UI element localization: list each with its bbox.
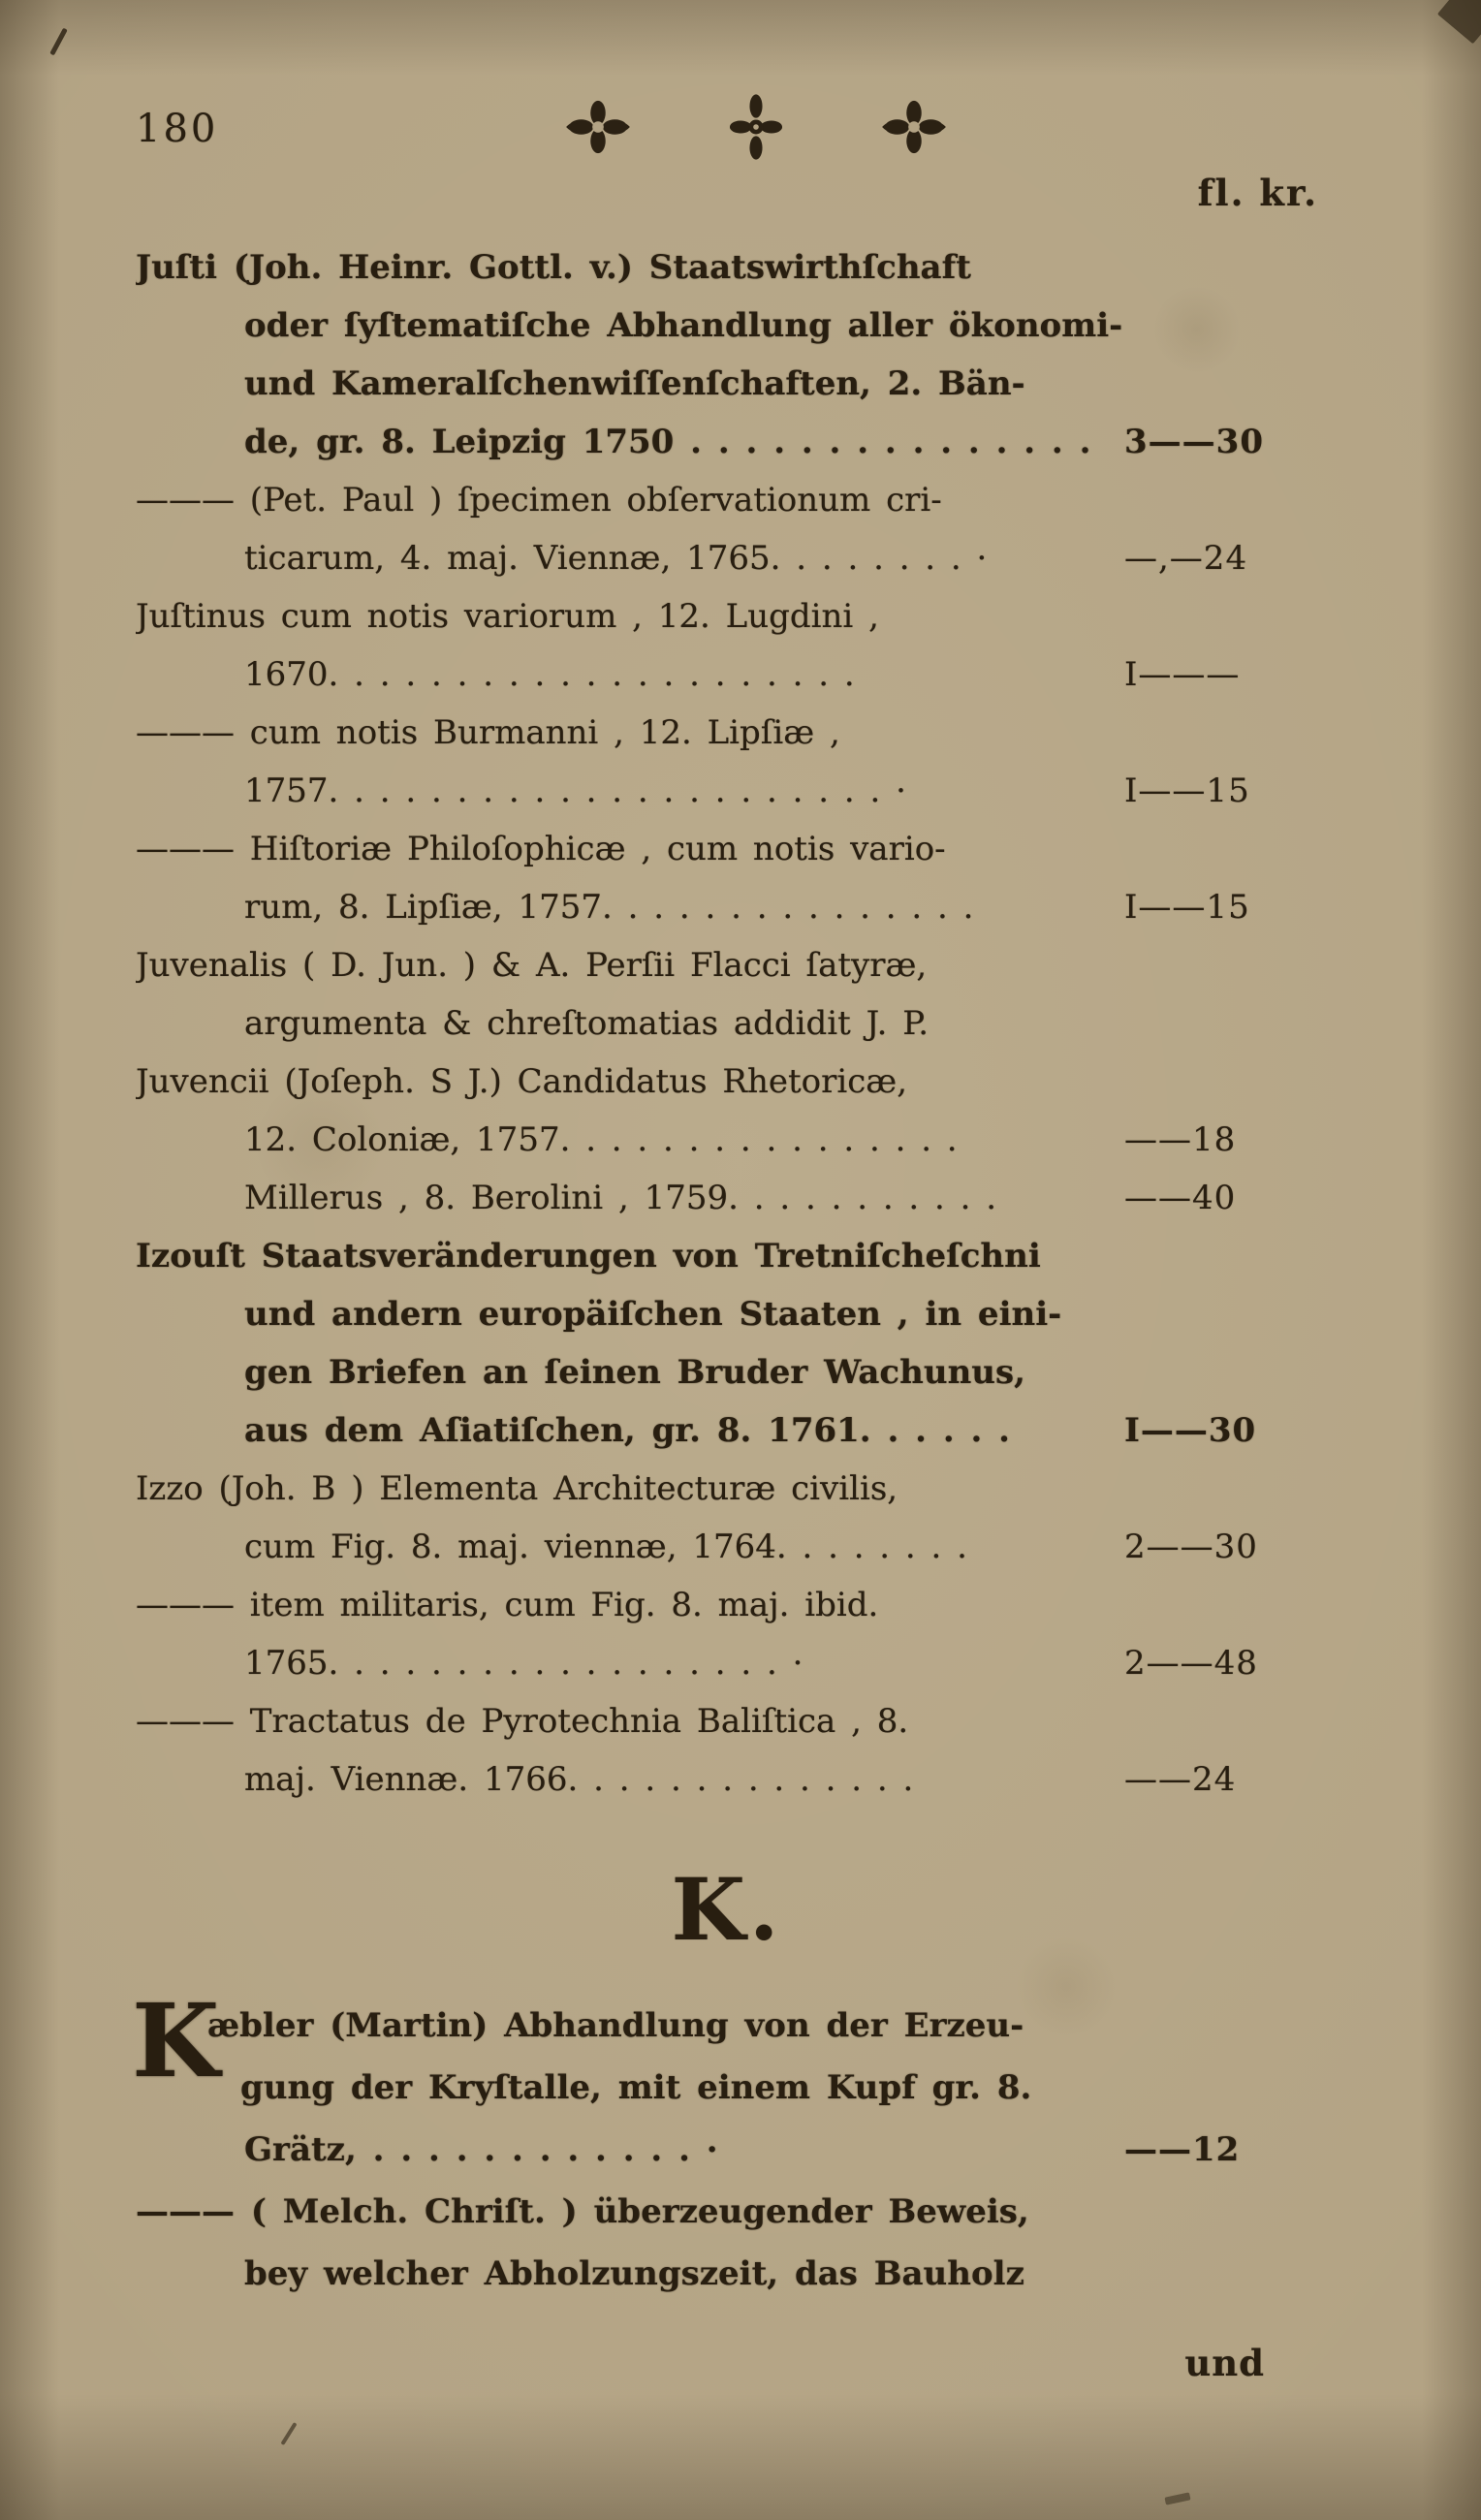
catalog-line (136, 1576, 1318, 1634)
entry-text: ——— item militaris, cum Fig. 8. maj. ibid. (136, 1586, 879, 1624)
fleuron-icon (876, 99, 952, 159)
entry-price (1124, 1285, 1318, 1343)
entry-text: æbler (Martin) Abhandlung von der Erzeu- (207, 2006, 1024, 2045)
entry-text: und Kameralſchenwiſſenſchaften, 2. Bän- (244, 364, 1025, 403)
entry-text: und andern europäiſchen Staaten , in eini- (244, 1295, 1062, 1334)
entry-text: ticarum, 4. maj. Viennæ, 1765. . . . . . . . · (244, 539, 988, 578)
entry-price: ——24 (1124, 1760, 1237, 1799)
entry-price: ——12 (1124, 2130, 1241, 2169)
currency-column-header: fl. kr. (1197, 172, 1318, 214)
entry-text: Juvenalis ( D. Jun. ) & A. Perſii Flacci ſatyræ, (136, 946, 928, 985)
scan-artifact (1164, 2492, 1190, 2504)
scan-artifact (280, 2422, 297, 2445)
catalog-line (136, 471, 1318, 529)
entry-text: argumenta & chreſtomatias addidit J. P. (244, 1004, 930, 1043)
catalog-line (136, 297, 1318, 355)
catalog-line (136, 1460, 1318, 1518)
catalog-line (136, 1053, 1318, 1111)
catalog-line (136, 2057, 1318, 2119)
entry-price (1124, 1995, 1318, 2057)
entry-price (1124, 1576, 1318, 1634)
entry-text: 1765. . . . . . . . . . . . . . . . . . · (244, 1644, 804, 1683)
section-heading-letter: K. (671, 1859, 783, 1960)
entry-text: rum, 8. Lipſiæ, 1757. . . . . . . . . . . . . . . (244, 888, 974, 927)
entry-text: Grätz, . . . . . . . . . . . . · (244, 2130, 718, 2169)
entry-text: Juſtinus cum notis variorum , 12. Lugdini , (136, 597, 879, 636)
entry-price: ——18 (1124, 1120, 1237, 1159)
entry-text: gung der Kryſtalle, mit einem Kupf gr. 8. (240, 2068, 1032, 2107)
entry-price: I——— (1124, 655, 1241, 694)
entry-price (1124, 471, 1318, 529)
entry-price (1124, 355, 1318, 413)
entry-price (1124, 1227, 1318, 1285)
entry-text: Juſti (Joh. Heinr. Gottl. v.) Staatswirthſchaft (136, 248, 971, 287)
entry-text: Millerus , 8. Berolini , 1759. . . . . . . . . . . (244, 1179, 997, 1217)
catalog-line (136, 1995, 1318, 2057)
catalog-line (136, 2243, 1318, 2305)
catalog-line (136, 878, 1318, 936)
entry-text: aus dem Aſiatiſchen, gr. 8. 1761. . . . . . (244, 1411, 1010, 1450)
catalog-line (136, 1634, 1318, 1692)
entry-text: ——— Tractatus de Pyrotechnia Baliſtica , 8. (136, 1702, 909, 1741)
catalog-line (136, 646, 1318, 704)
page-number: 180 (136, 107, 219, 151)
scan-artifact (49, 28, 67, 56)
entry-text: Juvencii (Joſeph. S J.) Candidatus Rhetoricæ, (136, 1062, 908, 1101)
catalog-line (136, 1402, 1318, 1460)
catalog-entries (136, 238, 1318, 1809)
catalog-entry-kaebler (132, 1981, 1318, 2305)
catalog-line (136, 994, 1318, 1053)
entry-price (1124, 1053, 1318, 1111)
catalog-line (136, 529, 1318, 587)
entry-price: 2——48 (1124, 1644, 1258, 1683)
catalog-line (136, 762, 1318, 820)
entry-price (1124, 297, 1318, 355)
entry-price (1124, 587, 1318, 646)
entry-text: ——— Hiſtoriæ Philoſophicæ , cum notis vario- (136, 830, 946, 868)
entry-price (1124, 2243, 1318, 2305)
entry-price (1124, 1692, 1318, 1750)
page-header (136, 93, 1318, 163)
fleuron-cross-icon (729, 93, 783, 165)
entry-text: ——— (Pet. Paul ) ſpecimen obſervationum cri- (136, 481, 942, 520)
entry-text: de, gr. 8. Leipzig 1750 . . . . . . . . . . . . . . . (244, 423, 1091, 461)
catchword: und (1184, 2342, 1265, 2384)
dropcap-initial: K (132, 1981, 220, 2100)
catalog-line (136, 1285, 1318, 1343)
entry-text: cum Fig. 8. maj. viennæ, 1764. . . . . . . . (244, 1528, 967, 1566)
entry-text: Izouſt Staatsveränderungen von Tretniſcheſchni (136, 1237, 1041, 1276)
catalog-line (136, 936, 1318, 994)
entry-price: ——40 (1124, 1179, 1237, 1217)
catalog-line (136, 1111, 1318, 1169)
catalog-line (136, 1227, 1318, 1285)
entry-text: 1670. . . . . . . . . . . . . . . . . . . . . (244, 655, 855, 694)
entry-price (1124, 1460, 1318, 1518)
catalog-line (136, 1343, 1318, 1402)
entry-price (1124, 704, 1318, 762)
entry-text: gen Briefen an ſeinen Bruder Wachunus, (244, 1353, 1025, 1392)
entry-text: 12. Coloniæ, 1757. . . . . . . . . . . . . . . . (244, 1120, 958, 1159)
entry-price: I——15 (1124, 772, 1250, 810)
entry-text: maj. Viennæ. 1766. . . . . . . . . . . . . . (244, 1760, 914, 1799)
entry-price: 2——30 (1124, 1528, 1258, 1566)
catalog-line (136, 704, 1318, 762)
entry-price (1124, 994, 1318, 1053)
entry-text: ——— cum notis Burmanni , 12. Lipſiæ , (136, 713, 840, 752)
entry-price: 3——30 (1124, 423, 1264, 461)
catalog-line (136, 355, 1318, 413)
page-content (132, 93, 1318, 2384)
entry-text: bey welcher Abholzungszeit, das Bauholz (244, 2254, 1024, 2293)
catalog-line (136, 820, 1318, 878)
entry-text: Izzo (Joh. B ) Elementa Architecturæ civilis, (136, 1469, 898, 1508)
catalog-line (136, 238, 1318, 297)
fleuron-icon (560, 99, 636, 159)
entry-price (1124, 1343, 1318, 1402)
catalog-line (136, 1692, 1318, 1750)
entry-text: oder ſyſtematiſche Abhandlung aller ökonomi- (244, 306, 1123, 345)
catalog-line (136, 2181, 1318, 2243)
entry-price (1124, 820, 1318, 878)
catalog-line (136, 1518, 1318, 1576)
entry-price (1124, 2181, 1318, 2243)
entry-price (1124, 238, 1318, 297)
entry-price (1124, 2057, 1318, 2119)
entry-price (1124, 936, 1318, 994)
catalog-line (136, 2119, 1318, 2181)
header-ornaments (560, 93, 952, 165)
catalog-line (136, 413, 1318, 471)
entry-price: —,—24 (1124, 539, 1248, 578)
entry-text: ——— ( Melch. Chriſt. ) überzeugender Beweis, (136, 2192, 1029, 2231)
catalog-line (136, 1169, 1318, 1227)
entry-text: 1757. . . . . . . . . . . . . . . . . . . . . . · (244, 772, 906, 810)
catalog-line (136, 1750, 1318, 1809)
scan-artifact (1437, 0, 1481, 44)
catalog-line (136, 587, 1318, 646)
entry-price: I——30 (1124, 1411, 1257, 1450)
entry-price: I——15 (1124, 888, 1250, 927)
